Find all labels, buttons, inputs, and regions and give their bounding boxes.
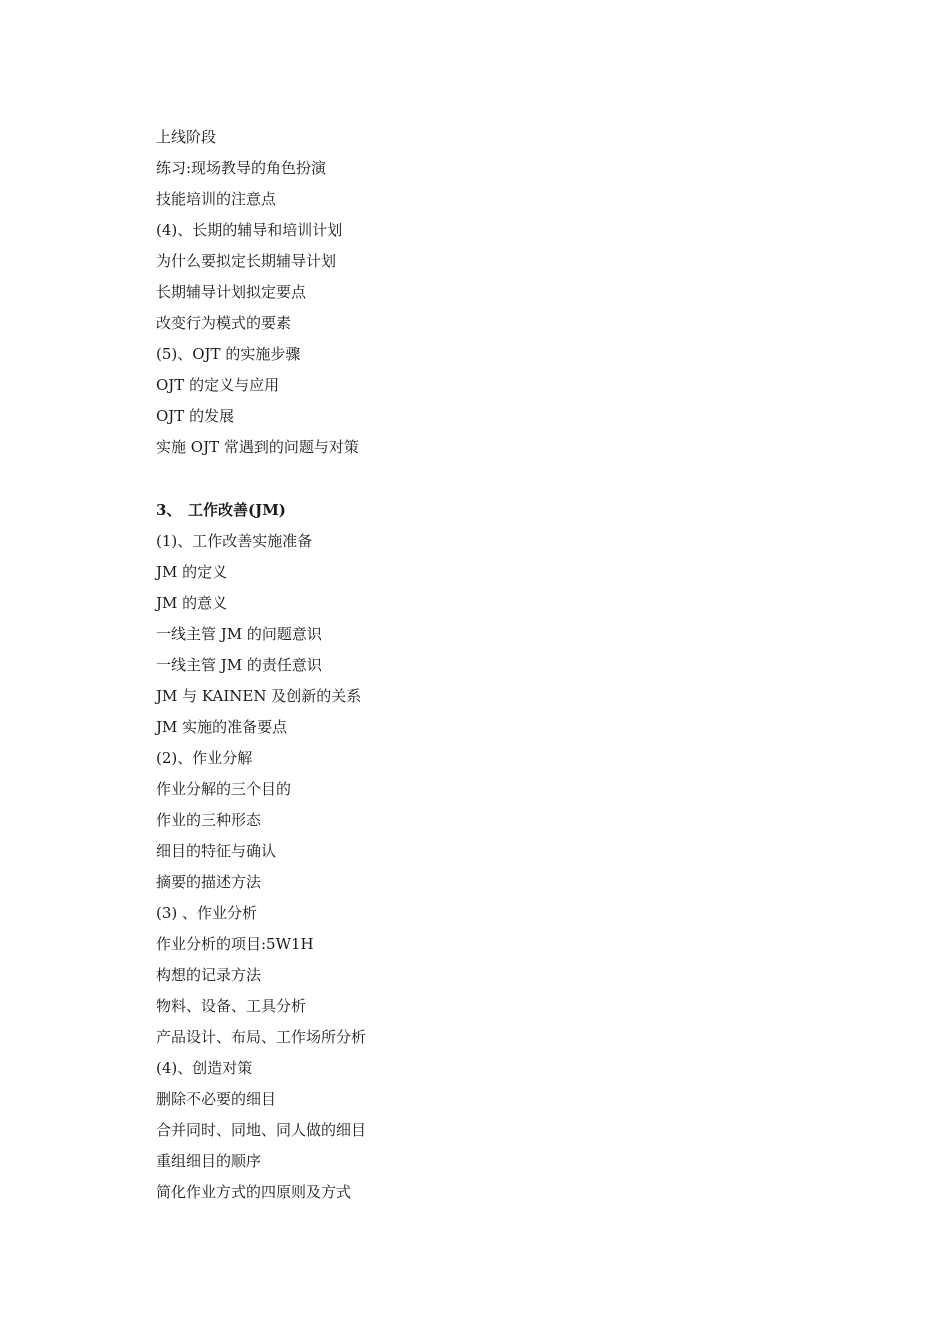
outline-item: 改变行为模式的要素	[156, 314, 292, 332]
outline-item: 简化作业方式的四原则及方式	[156, 1183, 352, 1201]
outline-list-ojt	[156, 122, 359, 463]
outline-item: 删除不必要的细目	[156, 1090, 277, 1108]
outline-item: JM 的意义	[156, 594, 228, 612]
outline-item: 技能培训的注意点	[156, 190, 277, 208]
outline-item: 作业分析的项目:5W1H	[156, 935, 314, 953]
outline-item: 合并同时、同地、同人做的细目	[156, 1121, 367, 1139]
outline-item: 构想的记录方法	[156, 966, 262, 984]
outline-list-jm	[156, 495, 366, 1208]
outline-subheading: (4)、创造对策	[156, 1059, 253, 1077]
outline-item: 摘要的描述方法	[156, 873, 262, 891]
outline-subheading: (2)、作业分解	[156, 749, 253, 767]
outline-item: 长期辅导计划拟定要点	[156, 283, 307, 301]
outline-item: 细目的特征与确认	[156, 842, 277, 860]
outline-subheading: (3) 、作业分析	[156, 904, 258, 922]
outline-item: OJT 的定义与应用	[156, 376, 280, 394]
outline-item: 重组细目的顺序	[156, 1152, 262, 1170]
outline-subheading: (4)、长期的辅导和培训计划	[156, 221, 343, 239]
outline-item: 一线主管 JM 的责任意识	[156, 656, 322, 674]
outline-subheading: (1)、工作改善实施准备	[156, 532, 313, 550]
outline-item: JM 的定义	[156, 563, 228, 581]
outline-item: 实施 OJT 常遇到的问题与对策	[156, 438, 359, 456]
outline-item: 为什么要拟定长期辅导计划	[156, 252, 337, 270]
outline-item: 作业分解的三个目的	[156, 780, 292, 798]
outline-item: 作业的三种形态	[156, 811, 262, 829]
section-heading-title: 工作改善(JM)	[188, 501, 286, 519]
outline-item: JM 实施的准备要点	[156, 718, 288, 736]
outline-item: 一线主管 JM 的问题意识	[156, 625, 322, 643]
section-heading-number: 3、	[156, 501, 182, 519]
outline-item: 物料、设备、工具分析	[156, 997, 307, 1015]
outline-item: 产品设计、布局、工作场所分析	[156, 1028, 367, 1046]
outline-subheading: (5)、OJT 的实施步骤	[156, 345, 301, 363]
outline-item: OJT 的发展	[156, 407, 235, 425]
outline-item: 练习:现场教导的角色扮演	[156, 159, 327, 177]
outline-item: JM 与 KAINEN 及创新的关系	[156, 687, 362, 705]
section-heading	[156, 495, 366, 526]
outline-item: 上线阶段	[156, 128, 217, 146]
